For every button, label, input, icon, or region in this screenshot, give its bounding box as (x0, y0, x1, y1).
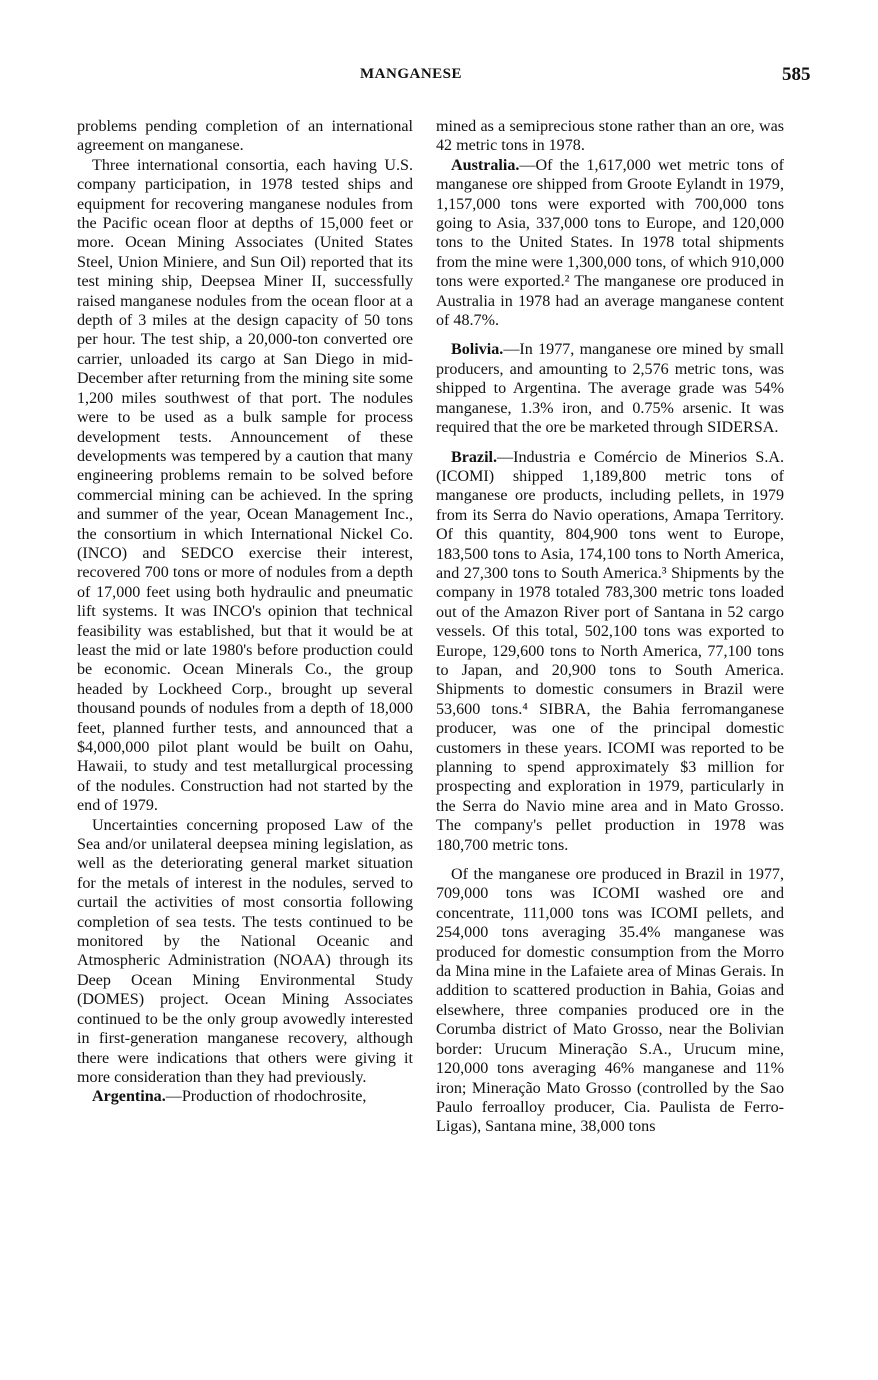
paragraph-australia (436, 156, 784, 331)
text-brazil: —Industria e Comércio de Minerios S.A. (ICOMI) shipped 1,189,800 metric tons of manganese ore products, including pellets, in 1979 from its Serra do Navio operations, Amapa Territory. Of this quantity, 804,900 tons went to Europe, 183,500 tons to Asia, 174,100 tons to North America, and 27,300 tons to South America.³ Shipments by the company in 1978 totaled 783,300 metric tons loaded out of the Amazon River port of Santana in 52 cargo vessels. Of this total, 502,100 tons was exported to Europe, 129,600 tons to North America, 77,100 tons to Japan, and 20,900 tons to South America. Shipments to domestic consumers in Brazil were 53,600 tons.⁴ SIBRA, the Bahia ferromanganese producer, was one of the principal domestic customers in these years. ICOMI was reported to be planning to spend approximately $3 million for prospecting and exploration in 1979, particularly in the Serra do Navio mine area and in Mato Grosso. The company's pellet production in 1978 was 180,700 metric tons. (436, 448, 784, 854)
paragraph-argentina (77, 1087, 413, 1106)
heading-australia: Australia. (451, 156, 520, 174)
paragraph-brazil (436, 448, 784, 856)
paragraph-consortia: Three international consortia, each having U.S. company participation, in 1978 tested ships and equipment for recovering manganese nodules from the Pacific ocean floor at depths of 15,000 feet or more. Ocean Mining Associates (United States Steel, Union Miniere, and Sun Oil) reported that its test mining ship, Deepsea Miner II, successfully raised manganese nodules from the ocean floor at a depth of 3 miles at the design capacity of 50 tons per hour. The test ship, a 20,000-ton converted ore carrier, unloaded its cargo at San Diego in mid-December after returning from the mining site some 1,200 miles southwest of that port. The nodules were to be used as a bulk sample for process development tests. Announcement of these developments was tempered by a caution that many engineering problems remain to be solved before commercial mining can be achieved. In the spring and summer of the year, Ocean Management Inc., the consortium in which International Nickel Co. (INCO) and SEDCO exercise their interest, recovered 700 tons or more of nodules from a depth of 17,000 feet using both hydraulic and pneumatic lift systems. It was INCO's opinion that technical feasibility was established, but that it would be at least the mid or late 1980's before production could be economic. Ocean Minerals Co., the group headed by Lockheed Corp., brought up several thousand pounds of nodules from a depth of 18,000 feet, planned further tests, and announced that a $4,000,000 pilot plant would be built on Oahu, Hawaii, to study and test metallurgical processing of the nodules. Construction had not started by the end of 1979. (77, 156, 413, 815)
text-australia: —Of the 1,617,000 wet metric tons of manganese ore shipped from Groote Eylandt in 1979, 1,157,000 tons were exported with 700,000 tons going to Asia, 337,000 tons to Europe, and 120,000 tons to the United States. In 1978 total shipments from the mine were 1,300,000 tons, of which 910,000 tons were exported.² The manganese ore produced in Australia in 1978 had an average manganese content of 48.7%. (436, 156, 784, 330)
text-bolivia: —In 1977, manganese ore mined by small producers, and amounting to 2,576 metric tons, was shipped to Argentina. The average grade was 54% manganese, 1.3% iron, and 0.75% arsenic. It was required that the ore be marketed through SIDERSA. (436, 341, 784, 437)
text-argentina: —Production of rhodochrosite, (165, 1088, 367, 1106)
paragraph-brazil-production: Of the manganese ore produced in Brazil in 1977, 709,000 tons was ICOMI washed ore and concentrate, 111,000 tons was ICOMI pellets, and 254,000 tons averaging 35.4% manganese was produced for domestic consumption from the Morro da Mina mine in the Lafaiete area of Minas Gerais. In addition to scattered production in Bahia, Goias and elsewhere, three companies produced ore in the Corumba district of Mato Grosso, near the Bolivian border: Urucum Mineração S.A., Urucum mine, 120,000 tons averaging 46% manganese and 11% iron; Mineração Mato Grosso (controlled by the Sao Paulo ferroalloy producer, Cia. Paulista de Ferro-Ligas), Santana mine, 38,000 tons (436, 866, 784, 1136)
paragraph-continued: problems pending completion of an international agreement on manganese. (77, 118, 413, 155)
paragraph-law-of-sea: Uncertainties concerning proposed Law of the Sea and/or unilateral deepsea mining legislation, as well as the deteriorating general market situation for the metals of interest in the nodules, served to curtail the activities of most consortia following completion of sea tests. The tests continued to be monitored by the National Oceanic and Atmospheric Administration (NOAA) through its Deep Ocean Mining Environmental Study (DOMES) project. Ocean Mining Associates continued to be the only group avowedly interested in first-generation manganese recovery, although there were indications that others were giving it more consideration than they had previously. (77, 816, 413, 1086)
paragraph-argentina-continued: mined as a semiprecious stone rather than an ore, was 42 metric tons in 1978. (436, 118, 784, 155)
left-column (77, 117, 413, 1107)
paragraph-bolivia (436, 340, 784, 437)
page-number: 585 (782, 64, 811, 85)
right-column (436, 117, 784, 1137)
heading-argentina: Argentina. (92, 1088, 166, 1106)
running-title: MANGANESE (360, 66, 463, 82)
heading-brazil: Brazil. (451, 448, 498, 466)
heading-bolivia: Bolivia. (451, 341, 504, 359)
